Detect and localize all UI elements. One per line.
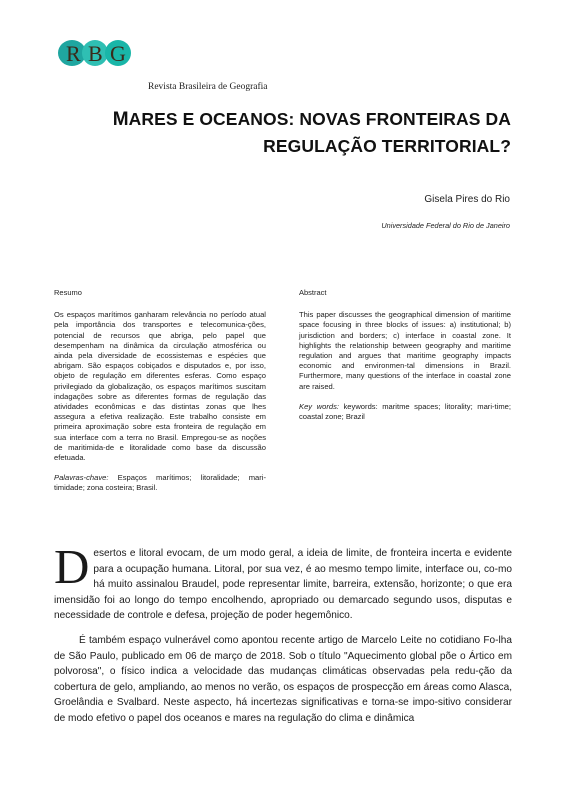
- title-initial-cap: M: [112, 109, 129, 130]
- resumo-keywords: [54, 473, 266, 493]
- resumo-heading: Resumo: [54, 288, 82, 297]
- title-line-1: [60, 106, 511, 133]
- article-title: [60, 106, 511, 159]
- body-paragraph-1: [54, 539, 512, 624]
- logo-letter-b: B: [88, 41, 103, 66]
- article-body: [54, 539, 512, 727]
- abstract-keywords-label: Key words:: [299, 401, 339, 411]
- rbg-logo-mark: [57, 37, 147, 71]
- abstract-keywords: [299, 402, 511, 422]
- abstract-heading: Abstract: [299, 288, 327, 297]
- author-name: Gisela Pires do Rio: [424, 194, 510, 205]
- logo-letter-g: G: [110, 41, 126, 66]
- abstract-keywords-text: keywords: maritme spaces; litorality; mari-time; coastal zone; Brazil: [299, 401, 511, 422]
- title-line-2: REGULAÇÃO TERRITORIAL?: [263, 136, 511, 156]
- logo-letter-r: R: [66, 41, 81, 66]
- resumo-keywords-label: Palavras-chave:: [54, 473, 109, 483]
- resumo-keywords-text: Espaços marítimos; litoralidade; mari-timidade; zona costeira; Brasil.: [54, 473, 266, 493]
- journal-logo: [57, 37, 287, 92]
- title-line-1-text: ARES E OCEANOS: NOVAS FRONTEIRAS DA: [128, 109, 511, 129]
- body-paragraph-2: É também espaço vulnerável como apontou recente artigo de Marcelo Leite no cotidiano Fo-lha de São Paulo, publicado em 06 de março de 2018. Sob o título "Aquecimento global põe o Ártico em polvorosa", o físico indica a velocidade das mudanças climáticas observadas pela redu-ção da cobertura de gelo, ampliando, ao menos no verão, os espaços de prospecção em áreas como Alasca, Groelândia e Svalbard. Neste aspecto, há incertezas significativas e torna-se impo-sitivo considerar de modo efetivo o papel dos oceanos e mares na regulação do clima e dinâmica: [54, 634, 512, 724]
- abstract-text: This paper discusses the geographical dimension of maritime space focusing in three blocks of issues: a) institutional; b) jurisdiction and borders; c) interface in coastal zone. It highlights the relationship between geography and maritime regulation and argues that maritime geography impacts economic and environmen-tal dimensions in Brazil. Furthermore, many questions of the interface in coastal zone are raised.: [299, 310, 511, 391]
- body-paragraph-1-text: esertos e litoral evocam, de um modo geral, a ideia de limite, de fronteira incerta e evidente para a ocupação humana. Litoral, por sua vez, é ao mesmo tempo limite, interface ou, co-mo há muito assinalou Braudel, pode representar limite, barreira, extensão, horizonte; o que era imensidão foi ao longo do tempo encolhendo, apropriado ou demarcado segundo usos, disputas e necessidade de controle e defesa, projeção de poder hegemônico.: [54, 548, 512, 622]
- drop-cap: D: [54, 539, 90, 594]
- journal-name: Revista Brasileira de Geografia: [148, 82, 268, 92]
- resumo-text: Os espaços marítimos ganharam relevância no período atual pela importância dos transportes e telecomunica-ções, potencial de recursos que abriga, pelo papel que desempenham na dinâmica da circulação atmosférica ou ainda pela diversidade de ecossistemas e espécies que abrigam. São espaços cobiçados e disputados e, por isso, objeto de regulação em diferentes esferas. Como espaço privilegiado da globalização, os espaços marítimos suscitam indagações sobre as diferentes formas de regulação das atividades econômicas e das distintas zonas que lhes assegura a efetiva realização. Este trabalho consiste em primeira aproximação sobre esta fronteira de regulação em sua interface com a terra no Brasil. Empregou-se as noções de maritimida-de e litoralidade como base da discussão efetuada.: [54, 310, 266, 463]
- resumo-column: [54, 288, 266, 494]
- author-affiliation: Universidade Federal do Rio de Janeiro: [381, 221, 510, 230]
- abstract-column: [299, 288, 511, 422]
